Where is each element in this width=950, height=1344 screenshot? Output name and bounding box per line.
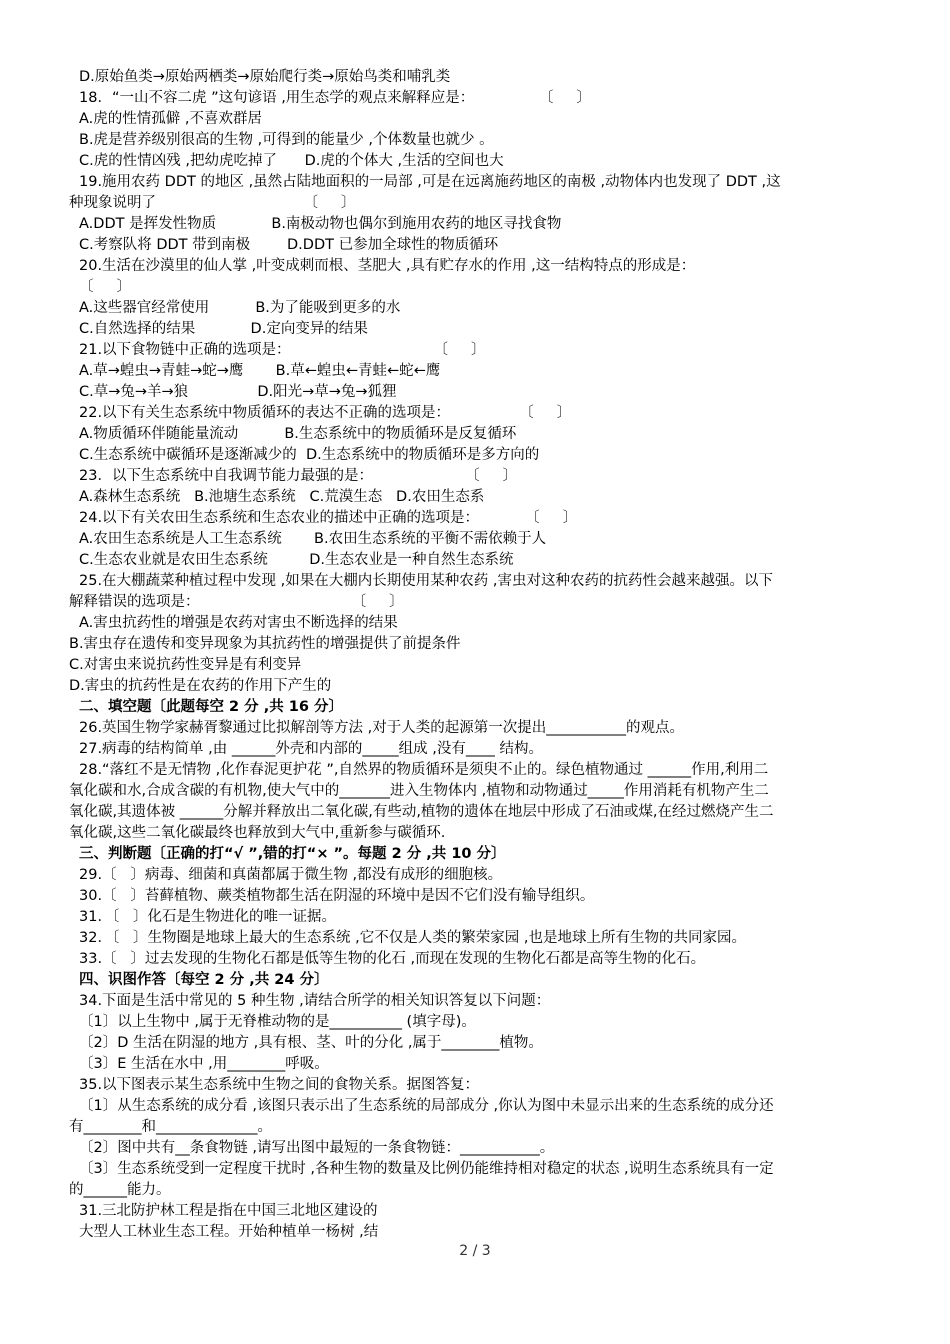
- text-line: 35.以下图表示某生态系统中生物之间的食物关系。据图答复：: [79, 1077, 480, 1093]
- text-line: 种现象说明了 〔 〕: [69, 195, 356, 211]
- text-line: 有________和______________。: [69, 1119, 272, 1135]
- text-line: 30.〔 〕苔藓植物、蕨类植物都生活在阴湿的环境中是因不它们没有输导组织。: [79, 888, 595, 904]
- text-line: 31．〔 〕化石是生物进化的唯一证据。: [79, 909, 337, 925]
- text-line: A.农田生态系统是人工生态系统 B.农田生态系统的平衡不需依赖于人: [79, 531, 547, 547]
- section-heading: 二、填空题〔此题每空 2 分 ,共 16 分〕: [79, 699, 344, 715]
- text-line: C.对害虫来说抗药性变异是有利变异: [69, 657, 302, 673]
- text-line: 20.生活在沙漠里的仙人掌 ,叶变成刺而根、茎肥大 ,具有贮存水的作用 ,这一结构特点的形成是：: [79, 258, 696, 274]
- section-heading: 四、识图作答〔每空 2 分 ,共 24 分〕: [79, 972, 329, 988]
- page-number: 2 / 3: [459, 1243, 491, 1259]
- text-line: 〔 〕: [79, 279, 132, 295]
- text-line: D.害虫的抗药性是在农药的作用下产生的: [69, 678, 332, 694]
- text-line: D.原始鱼类→原始两栖类→原始爬行类→原始鸟类和哺乳类: [79, 69, 451, 85]
- text-line: 18．“一山不容二虎 ”这句谚语 ,用生态学的观点来解释应是： 〔 〕: [79, 90, 591, 106]
- text-line: 〔3〕E 生活在水中 ,用________呼吸。: [79, 1056, 329, 1072]
- text-line: C.生态农业就是农田生态系统 D.生态农业是一种自然生态系统: [79, 552, 514, 568]
- text-line: A.这些器官经常使用 B.为了能吸到更多的水: [79, 300, 401, 316]
- text-line: 氧化碳和水,合成含碳的有机物,使大气中的_______进入生物体内 ,植物和动物通过_____作用消耗有机物产生二: [69, 783, 769, 799]
- text-line: 的______能力。: [69, 1182, 171, 1198]
- text-line: 24.以下有关农田生态系统和生态农业的描述中正确的选项是： 〔 〕: [79, 510, 578, 526]
- text-line: C.自然选择的结果 D.定向变异的结果: [79, 321, 368, 337]
- text-line: 〔2〕图中共有__条食物链 ,请写出图中最短的一条食物链：___________。: [79, 1140, 555, 1156]
- text-line: 33.〔 〕过去发现的生物化石都是低等生物的化石 ,而现在发现的生物化石都是高等生物的化石。: [79, 951, 706, 967]
- text-line: A.DDT 是挥发性物质 B.南极动物也偶尔到施用农药的地区寻找食物: [79, 216, 562, 232]
- text-line: A.物质循环伴随能量流动 B.生态系统中的物质循环是反复循环: [79, 426, 517, 442]
- text-line: C.虎的性情凶残 ,把幼虎吃掉了 D.虎的个体大 ,生活的空间也大: [79, 153, 504, 169]
- text-line: A.草→蝗虫→青蛙→蛇→鹰 B.草←蝗虫←青蛙←蛇←鹰: [79, 363, 441, 379]
- document-body: [69, 67, 884, 1243]
- text-line: B.虎是营养级别很高的生物 ,可得到的能量少 ,个体数量也就少 。: [79, 132, 494, 148]
- text-line: 〔2〕D 生活在阴湿的地方 ,具有根、茎、叶的分化 ,属于________植物。: [79, 1035, 543, 1051]
- text-line: 解释错误的选项是： 〔 〕: [69, 594, 404, 610]
- text-line: 21.以下食物链中正确的选项是： 〔 〕: [79, 342, 486, 358]
- text-line: A.害虫抗药性的增强是农药对害虫不断选择的结果: [79, 615, 398, 631]
- text-line: 23．以下生态系统中自我调节能力最强的是： 〔 〕: [79, 468, 518, 484]
- text-line: 34.下面是生活中常见的 5 种生物 ,请结合所学的相关知识答复以下问题：: [79, 993, 551, 1009]
- text-line: 28.“落红不是无情物 ,化作春泥更护花 ”,自然界的物质循环是须臾不止的。绿色植物通过 ______作用,利用二: [79, 762, 769, 778]
- text-line: 大型人工林业生态工程。开始种植单一杨树 ,结: [79, 1224, 379, 1240]
- text-line: 29.〔 〕病毒、细菌和真菌都属于微生物 ,都没有成形的细胞核。: [79, 867, 503, 883]
- text-line: 〔1〕以上生物中 ,属于无脊椎动物的是__________ (填字母)。: [79, 1014, 476, 1030]
- text-line: 19.施用农药 DDT 的地区 ,虽然占陆地面积的一局部 ,可是在远离施药地区的南极 ,动物体内也发现了 DDT ,这: [79, 174, 781, 190]
- section-heading: 三、判断题〔正确的打“√ ”,错的打“× ”。每题 2 分 ,共 10 分〕: [79, 846, 506, 862]
- text-line: 31.三北防护林工程是指在中国三北地区建设的: [79, 1203, 378, 1219]
- text-line: 32．〔 〕生物圈是地球上最大的生态系统 ,它不仅是人类的繁荣家园 ,也是地球上所有生物的共同家园。: [79, 930, 746, 946]
- text-line: C.生态系统中碳循环是逐渐减少的 D.生态系统中的物质循环是多方向的: [79, 447, 540, 463]
- text-line: C.草→兔→羊→狼 D.阳光→草→兔→狐狸: [79, 384, 397, 400]
- text-line: 氧化碳,这些二氧化碳最终也释放到大气中,重新参与碳循环.: [69, 825, 446, 841]
- text-line: 〔3〕生态系统受到一定程度干扰时 ,各种生物的数量及比例仍能维持相对稳定的状态 ,说明生态系统具有一定: [79, 1161, 774, 1177]
- text-line: A.森林生态系统 B.池塘生态系统 C.荒漠生态 D.农田生态系: [79, 489, 485, 505]
- text-line: C.考察队将 DDT 带到南极 D.DDT 已参加全球性的物质循环: [79, 237, 499, 253]
- text-line: 氧化碳,其遗体被 ______分解并释放出二氧化碳,有些动,植物的遗体在地层中形成了石油或煤,在经过燃烧产生二: [69, 804, 774, 820]
- text-line: 26.英国生物学家赫胥黎通过比拟解剖等方法 ,对于人类的起源第一次提出___________的观点。: [79, 720, 685, 736]
- text-line: 22.以下有关生态系统中物质循环的表达不正确的选项是： 〔 〕: [79, 405, 572, 421]
- text-line: 〔1〕从生态系统的成分看 ,该图只表示出了生态系统的局部成分 ,你认为图中未显示出来的生态系统的成分还: [79, 1098, 774, 1114]
- text-line: B.害虫存在遗传和变异现象为其抗药性的增强提供了前提条件: [69, 636, 461, 652]
- text-line: 25.在大棚蔬菜种植过程中发现 ,如果在大棚内长期使用某种农药 ,害虫对这种农药的抗药性会越来越强。以下: [79, 573, 773, 589]
- text-line: A.虎的性情孤僻 ,不喜欢群居: [79, 111, 262, 127]
- text-line: 27.病毒的结构简单 ,由 ______外壳和内部的_____组成 ,没有____ 结构。: [79, 741, 543, 757]
